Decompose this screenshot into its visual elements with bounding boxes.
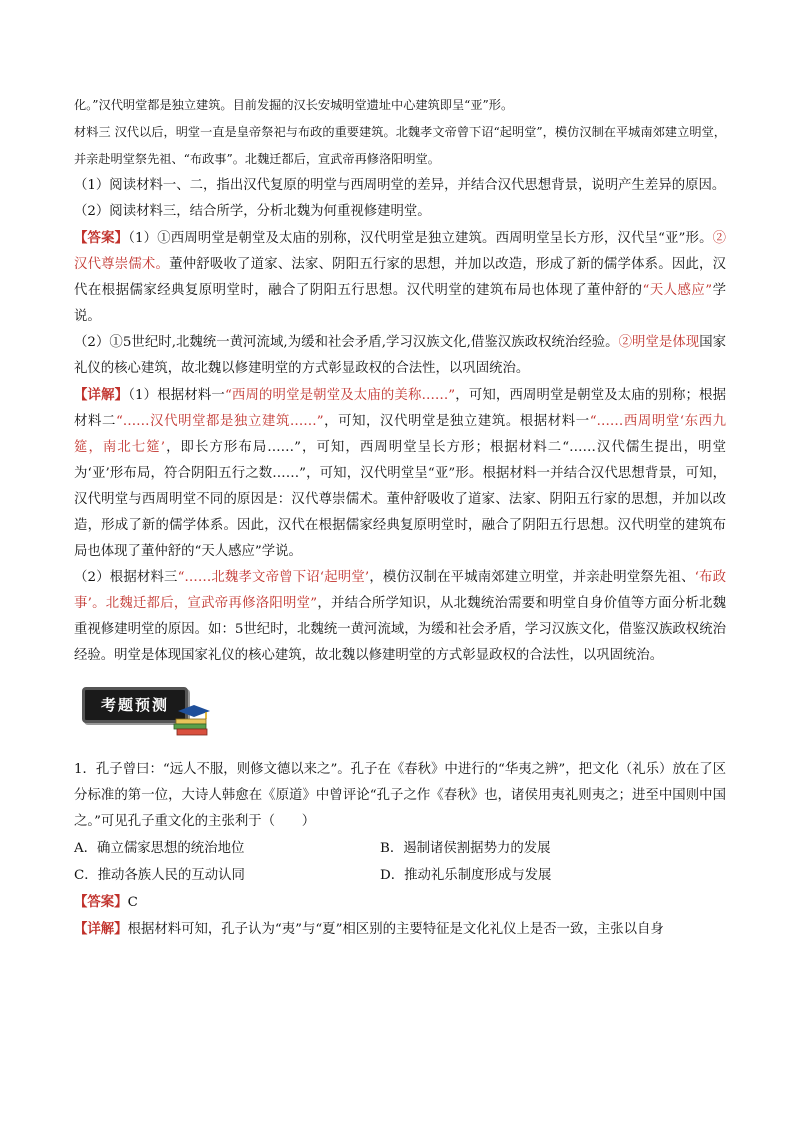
prediction-answer-value: C	[127, 895, 138, 910]
answer-part-1: 【答案】（1）①西周明堂是朝堂及太庙的别称，汉代明堂是独立建筑。西周明堂呈长方形，汉代呈“亚”形。②汉代尊崇儒术。董仲舒吸收了道家、法家、阴阳五行家的思想，并加以改造，形成了新的儒学体系。因此，汉代在根据儒家经典复原明堂时，融合了阴阳五行思想。汉代明堂的建筑布局也体现了董仲舒的“天人感应”学说。	[74, 230, 727, 324]
prediction-answer	[74, 889, 726, 916]
badge-label: 考题预测	[82, 687, 188, 723]
question-1: （1）阅读材料一、二，指出汉代复原的明堂与西周明堂的差异，并结合汉代思想背景，说明产生差异的原因。	[74, 178, 726, 193]
detail-label: 【详解】	[74, 387, 129, 403]
option-b: B．遏制诸侯割据势力的发展	[380, 841, 551, 856]
question-2: （2）阅读材料三，结合所学，分析北魏为何重视修建明堂。	[74, 204, 431, 219]
prediction-question-1: 1．孔子曾曰：“远人不服，则修文德以来之”。孔子在《春秋》中进行的“华夷之辨”，把文化（礼乐）放在了区分标准的第一位，大诗人韩愈在《原道》中曾评论“孔子之作《春秋》也，诸侯用夷礼则夷之；进至中国则中国之。”可见孔子重文化的主张利于（ ）	[74, 762, 726, 829]
exam-prediction-badge	[76, 681, 216, 739]
options-row-1	[74, 835, 726, 862]
option-d: D．推动礼乐制度形成与发展	[380, 868, 552, 883]
books-icon	[172, 703, 212, 737]
detail-label-2: 【详解】	[74, 921, 128, 937]
option-a: A．确立儒家思想的统治地位	[74, 841, 245, 856]
option-c: C．推动各族人民的互动认同	[74, 868, 245, 883]
material-two-tail: 化。”汉代明堂都是独立建筑。目前发掘的汉长安城明堂遗址中心建筑即呈“亚”形。	[74, 98, 514, 112]
answer-label: 【答案】	[74, 230, 129, 246]
answer-label-2: 【答案】	[74, 894, 128, 910]
answer-part-2: （2）①5世纪时,北魏统一黄河流域,为缓和社会矛盾,学习汉族文化,借鉴汉族政权统治经验。②明堂是体现国家礼仪的核心建筑，故北魏以修建明堂的方式彰显政权的合法性，以巩固统治。	[74, 335, 727, 376]
options-row-2	[74, 862, 726, 889]
prediction-detail: 【详解】根据材料可知，孔子认为“夷”与“夏”相区别的主要特征是文化礼仪上是否一致，主张以自身	[74, 921, 664, 937]
document-page	[74, 92, 726, 943]
detail-part-1: 【详解】（1）根据材料一“西周的明堂是朝堂及太庙的美称……”，可知，西周明堂是朝堂及太庙的别称；根据材料二“……汉代明堂都是独立建筑……”，可知，汉代明堂是独立建筑。根据材料一“……西周明堂‘东西九筵，南北七筵’，即长方形布局……”，可知，西周明堂呈长方形；根据材料二“……汉代儒生提出，明堂为‘亚’形布局，符合阴阳五行之数……”，可知，汉代明堂呈“亚”形。根据材料一并结合汉代思想背景，可知，汉代明堂与西周明堂不同的原因是：汉代尊崇儒术。董仲舒吸收了道家、法家、阴阳五行家的思想，并加以改造，形成了新的儒学体系。因此，汉代在根据儒家经典复原明堂时，融合了阴阳五行思想。汉代明堂的建筑布局也体现了董仲舒的“天人感应”学说。	[74, 387, 726, 559]
detail-part-2: （2）根据材料三“……北魏孝文帝曾下诏‘起明堂’，模仿汉制在平城南郊建立明堂，并亲赴明堂祭先祖、‘布政事’。北魏迁都后，宣武帝再修洛阳明堂”，并结合所学知识，从北魏统治需要和明堂自身价值等方面分析北魏重视修建明堂的原因。如：5世纪时，北魏统一黄河流域，为缓和社会矛盾，学习汉族文化，借鉴汉族政权统治经验。明堂是体现国家礼仪的核心建筑，故北魏以修建明堂的方式彰显政权的合法性，以巩固统治。	[74, 570, 727, 663]
material-three: 材料三 汉代以后，明堂一直是皇帝祭祀与布政的重要建筑。北魏孝文帝曾下诏“起明堂”，模仿汉制在平城南郊建立明堂，并亲赴明堂祭先祖、“布政事”。北魏迁都后，宣武帝再修洛阳明堂。	[74, 125, 726, 166]
